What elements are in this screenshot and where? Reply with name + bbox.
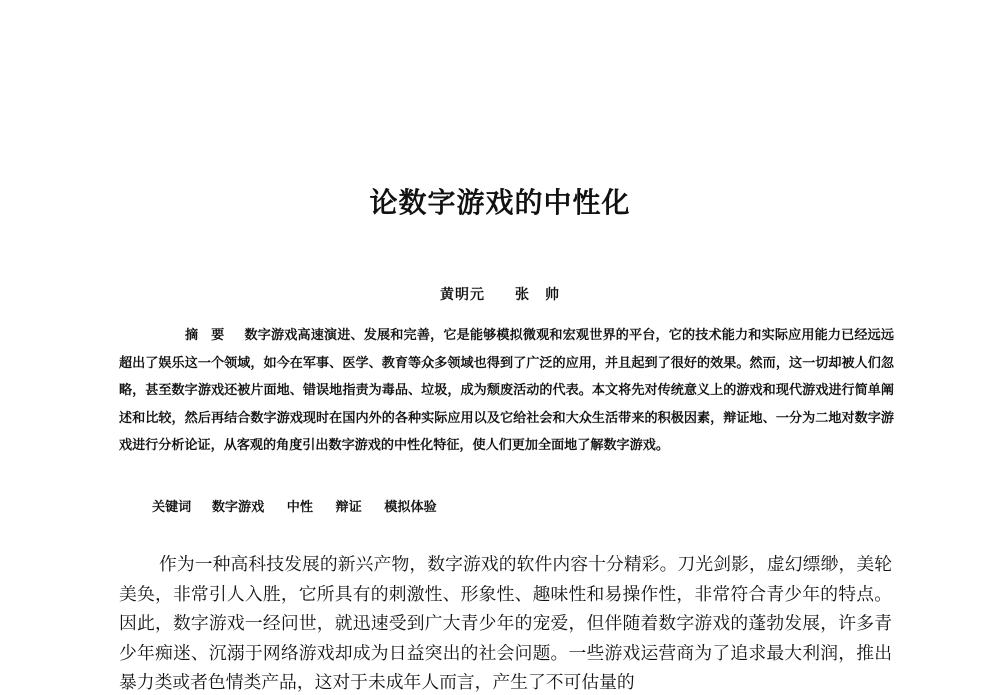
abstract [119, 322, 894, 460]
keywords [152, 495, 892, 521]
abstract-text: 数字游戏高速演进、发展和完善，它是能够模拟微观和宏观世界的平台，它的技术能力和实际应用能力已经远远超出了娱乐这一个领域，如今在军事、医学、教育等众多领域也得到了广泛的应用，并且起到了很好的效果。然而，这一切却被人们忽略，甚至数字游戏还被片面地、错误地指责为毒品、垃圾，成为颓废活动的代表。本文将先对传统意义上的游戏和现代游戏进行简单阐述和比较，然后再结合数字游戏现时在国内外的各种实际应用以及它给社会和大众生活带来的积极因素，辩证地、一分为二地对数字游戏进行分析论证，从客观的角度引出数字游戏的中性化特征，使人们更加全面地了解数字游戏。 [119, 328, 894, 454]
keyword: 数字游戏 [211, 500, 265, 515]
keywords-label: 关键词 [152, 500, 192, 515]
author-name: 黄明元 [440, 287, 485, 303]
keyword: 模拟体验 [384, 500, 437, 515]
body-paragraph: 作为一种高科技发展的新兴产物，数字游戏的软件内容十分精彩。刀光剑影，虚幻缥缈，美轮美奂，非常引人入胜，它所具有的刺激性、形象性、趣味性和易操作性，非常符合青少年的特点。因此，数字游戏一经问世，就迅速受到广大青少年的宠爱，但伴随着数字游戏的蓬勃发展，许多青少年痴迷、沉溺于网络游戏却成为日益突出的社会问题。一些游戏运营商为了追求最大利润，推出暴力类或者色情类产品，这对于未成年人而言，产生了不可估量的 [119, 554, 892, 694]
author-name: 张 帅 [515, 287, 560, 303]
keyword: 辩证 [335, 500, 362, 515]
abstract-label: 摘 要 [185, 328, 225, 343]
author-list [0, 284, 1000, 304]
keyword: 中性 [286, 500, 313, 515]
paper-title: 论数字游戏的中性化 [369, 186, 631, 219]
